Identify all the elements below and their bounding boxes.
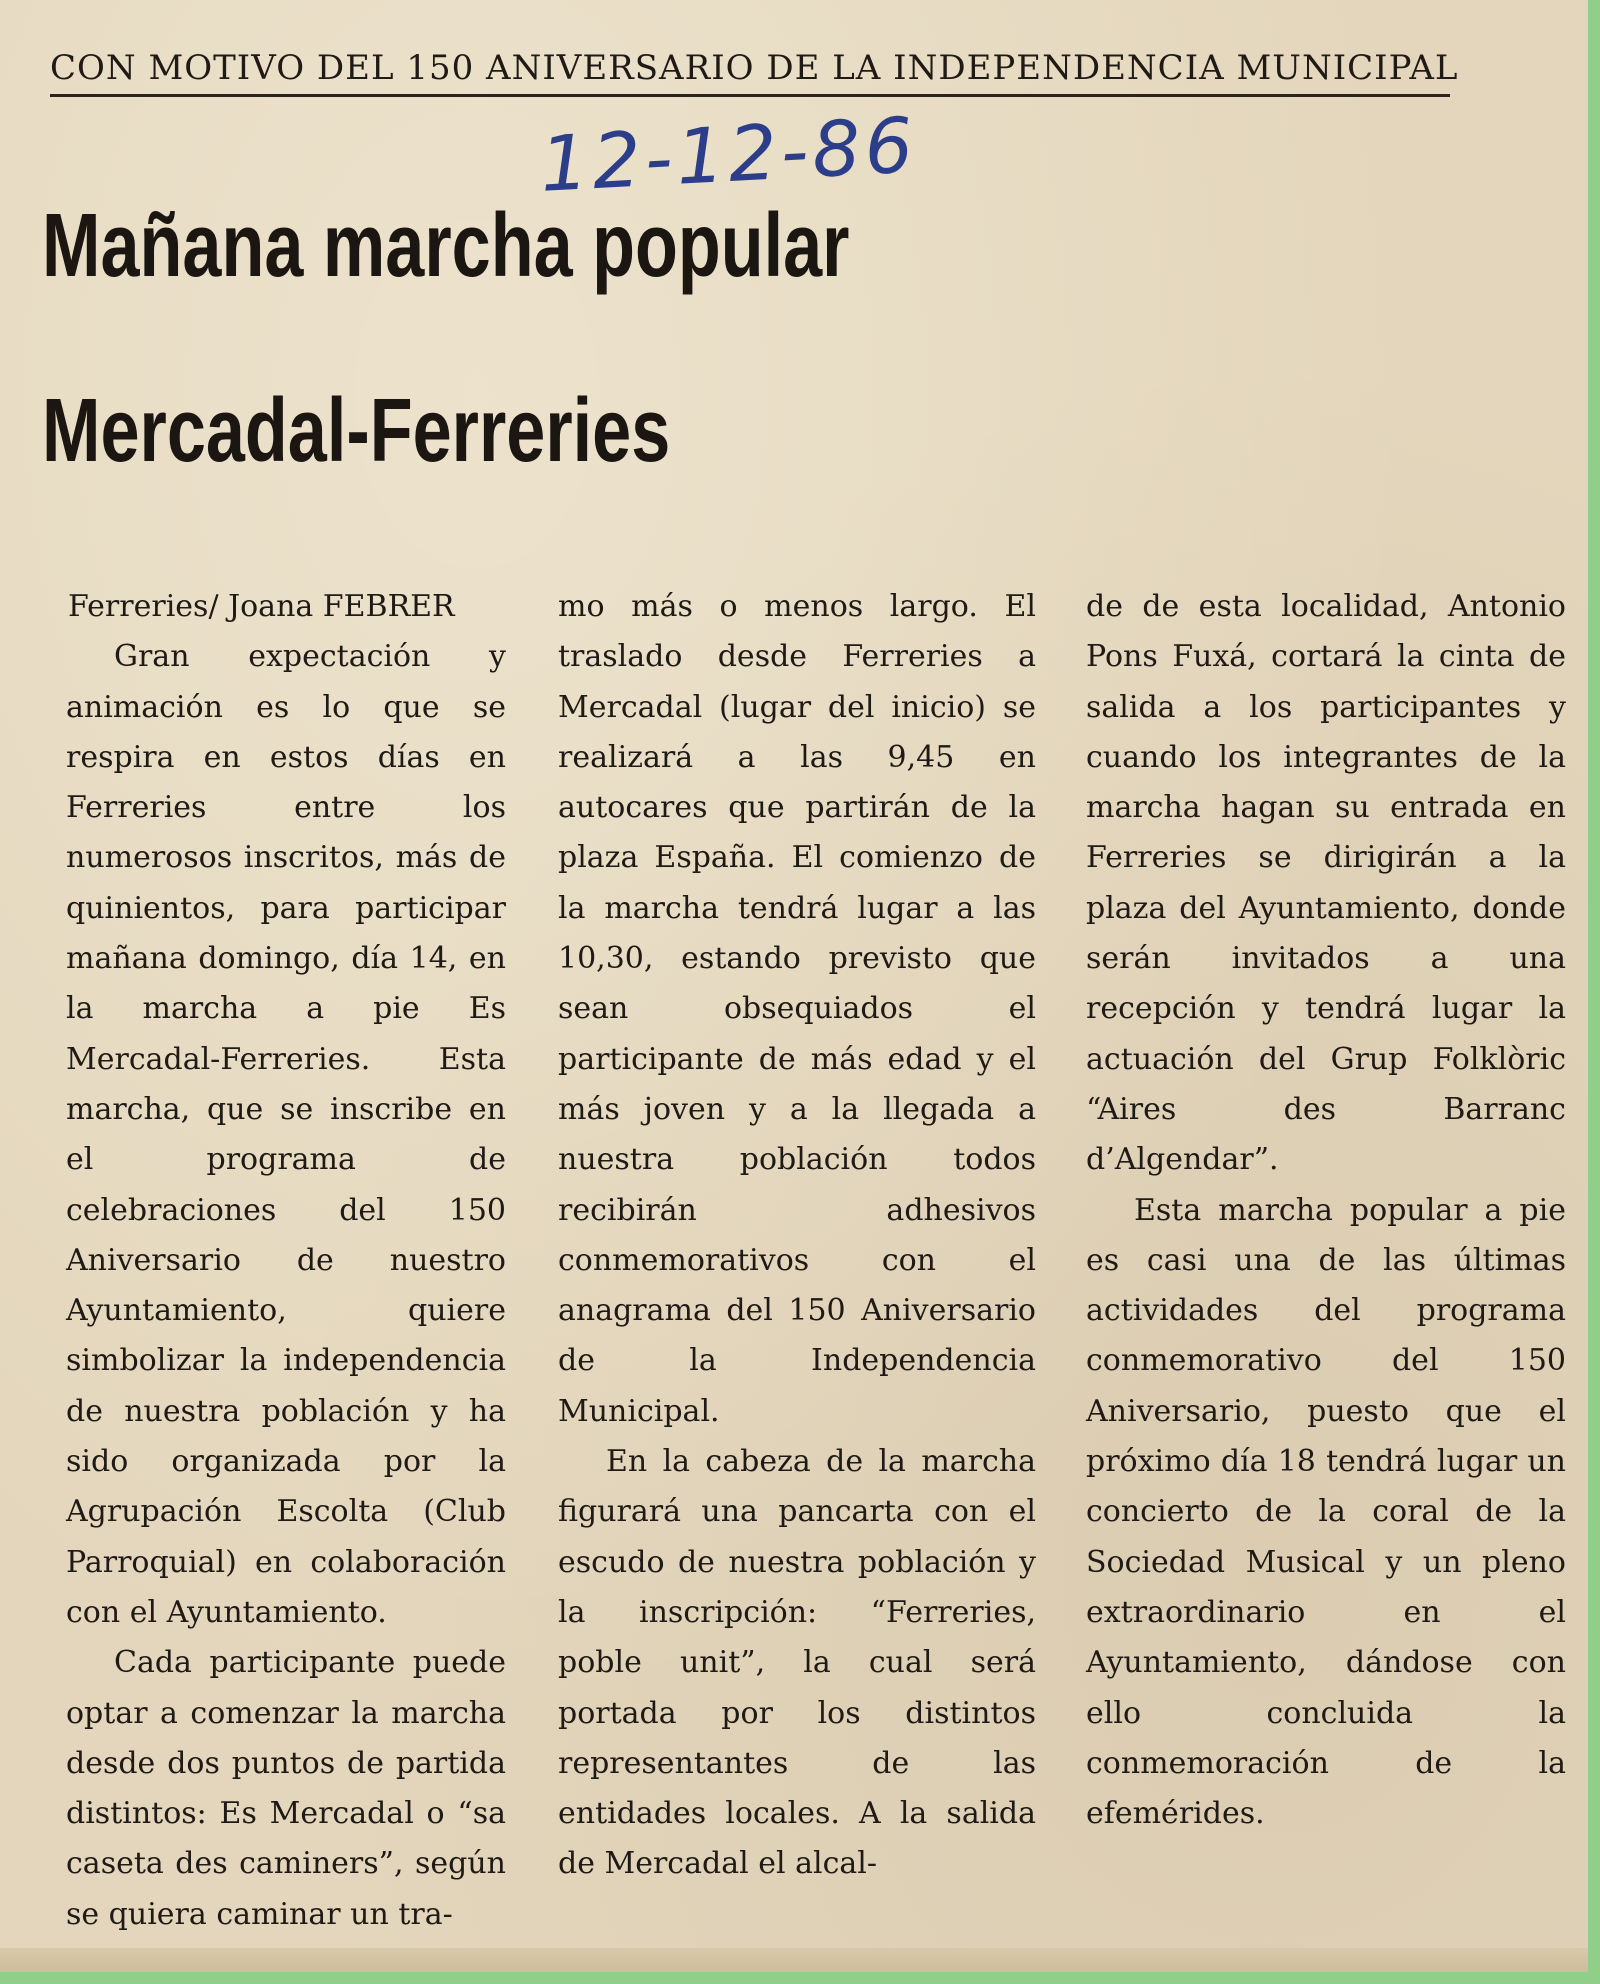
paragraph-continuation: mo más o menos largo. El traslado desde Ferreries a Mercadal (lugar del inicio) se realizará a las 9,45 en autocares que partirán de la plaza España. El comienzo de la marcha tendrá lugar a las 10,30, estando previsto que sean obsequiados el participante de más edad y el más joven y a la llegada a nuestra población todos recibirán adhesivos conmemorativos con el anagrama del 150 Aniversario de la Independencia Municipal.: [558, 589, 1036, 1429]
kicker-line: CON MOTIVO DEL 150 ANIVERSARIO DE LA INDEPENDENCIA MUNICIPAL: [50, 48, 1459, 88]
article-column-3: [1086, 582, 1566, 1839]
article-column-2: [558, 582, 1036, 1890]
paragraph-continuation: de de esta localidad, Antonio Pons Fuxá, cortará la cinta de salida a los participantes y cuando los integrantes de la marcha hagan su entrada en Ferreries se dirigirán a la plaza del Ayuntamiento, donde serán invitados a una recepción y tendrá lugar la actuación del Grup Folklòric “Aires des Barranc d’Algendar”.: [1086, 589, 1566, 1178]
headline-line-2: Mercadal-Ferreries: [42, 381, 671, 481]
paragraph: En la cabeza de la marcha figurará una pancarta con el escudo de nuestra población y la inscripción: “Ferreries, poble unit”, la cual será portada por los distintos representantes de las entidades locales. A la salida de Mercadal el alcal-: [558, 1444, 1036, 1882]
paragraph: Cada participante puede optar a comenzar la marcha desde dos puntos de partida distintos: Es Mercadal o “sa caseta des caminers”, según se quiera caminar un tra-: [66, 1645, 506, 1932]
kicker-divider: [50, 94, 1450, 97]
byline: Ferreries/ Joana FEBRER: [68, 589, 455, 624]
article-column-1: [66, 582, 506, 1940]
headline-line-1: Mañana marcha popular: [42, 196, 850, 296]
handwritten-date: 12-12-86: [537, 100, 920, 209]
paragraph: Gran expectación y animación es lo que se respira en estos días en Ferreries entre los numerosos inscritos, más de quinientos, para participar mañana domingo, día 14, en la marcha a pie Es Mercadal-Ferreries. Esta marcha, que se inscribe en el programa de celebraciones del 150 Aniversario de nuestro Ayuntamiento, quiere simbolizar la independencia de nuestra población y ha sido organizada por la Agrupación Escolta (Club Parroquial) en colaboración con el Ayuntamiento.: [66, 639, 506, 1630]
paragraph: Esta marcha popular a pie es casi una de las últimas actividades del programa conmemorativo del 150 Aniversario, puesto que el próximo día 18 tendrá lugar un concierto de la coral de la Sociedad Musical y un pleno extraordinario en el Ayuntamiento, dándose con ello concluida la conmemoración de la efemérides.: [1086, 1192, 1566, 1832]
clipping-bottom-edge: [0, 1948, 1588, 1972]
